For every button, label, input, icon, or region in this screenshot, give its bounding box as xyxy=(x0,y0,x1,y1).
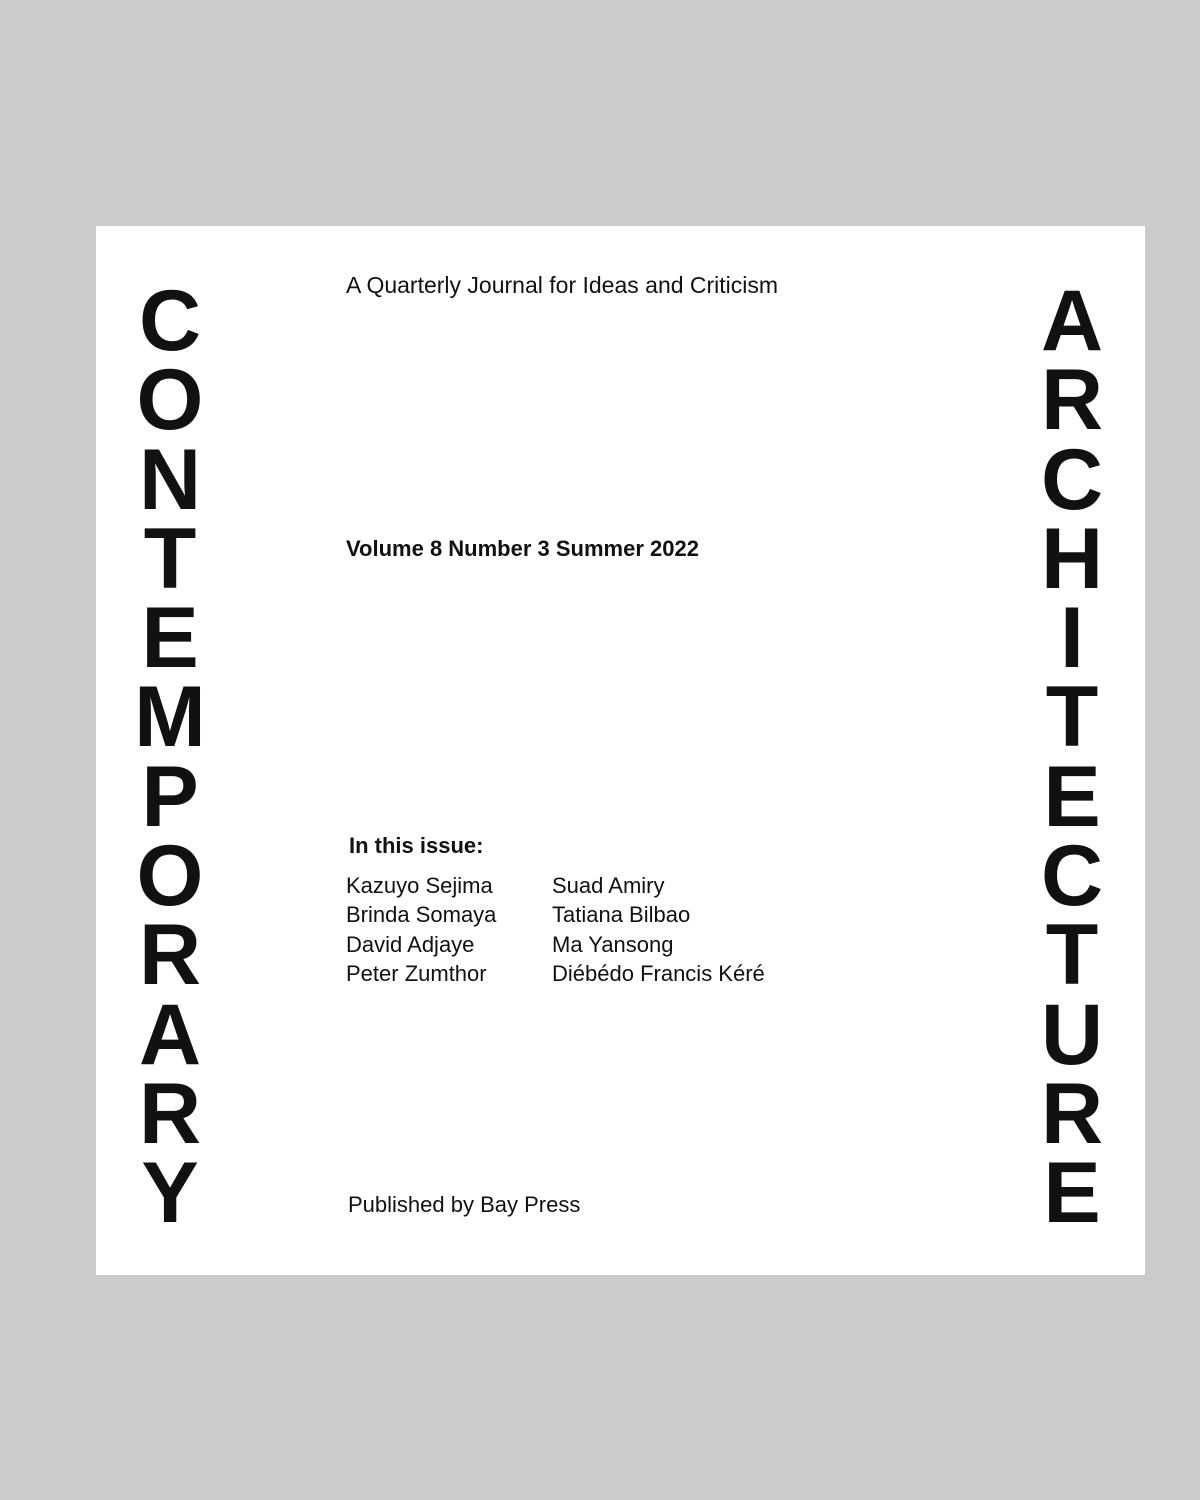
publisher-line: Published by Bay Press xyxy=(348,1192,581,1217)
contributor-name: David Adjaye xyxy=(346,931,475,957)
contributor-name: Tatiana Bilbao xyxy=(552,902,691,928)
contributor-name: Peter Zumthor xyxy=(346,960,487,986)
title-letter: A xyxy=(1040,273,1104,369)
title-letter: T xyxy=(143,510,197,607)
title-letter: T xyxy=(1045,907,1099,1004)
contributor-name: Kazuyo Sejima xyxy=(346,873,493,898)
title-letter: C xyxy=(138,273,202,369)
title-contemporary-vertical xyxy=(134,273,206,1242)
title-letter: C xyxy=(1040,828,1104,925)
title-letter: T xyxy=(1045,669,1099,766)
in-this-issue-heading: In this issue: xyxy=(349,833,484,858)
title-letter: N xyxy=(138,431,202,528)
contributors-column-2 xyxy=(552,871,765,988)
title-letter: E xyxy=(141,590,199,687)
contributor-name: Diébédo Francis Kéré xyxy=(552,960,765,986)
title-letter: O xyxy=(136,352,204,449)
title-letter: O xyxy=(136,828,204,925)
title-letter: I xyxy=(1060,590,1084,687)
title-letter: R xyxy=(1040,352,1104,449)
issue-info: Volume 8 Number 3 Summer 2022 xyxy=(346,536,699,561)
title-letter: E xyxy=(1043,748,1101,845)
title-letter: C xyxy=(1040,431,1104,528)
title-letter: P xyxy=(141,748,199,845)
contributor-name: Ma Yansong xyxy=(552,931,674,957)
title-letter: M xyxy=(134,669,206,766)
title-letter: R xyxy=(1040,1065,1104,1162)
title-letter: H xyxy=(1040,510,1104,607)
journal-subtitle: A Quarterly Journal for Ideas and Criticism xyxy=(346,272,779,298)
contributor-name: Brinda Somaya xyxy=(346,902,497,928)
contributors-column-1 xyxy=(346,871,496,988)
contributor-name: Suad Amiry xyxy=(552,873,665,898)
title-letter: E xyxy=(1043,1145,1101,1242)
title-letter: R xyxy=(138,907,202,1004)
title-letter: Y xyxy=(141,1145,199,1242)
title-letter: A xyxy=(138,986,202,1083)
title-letter: U xyxy=(1040,986,1104,1083)
title-letter: R xyxy=(138,1065,202,1162)
title-architecture-vertical xyxy=(1036,273,1108,1242)
journal-cover xyxy=(96,226,1145,1275)
